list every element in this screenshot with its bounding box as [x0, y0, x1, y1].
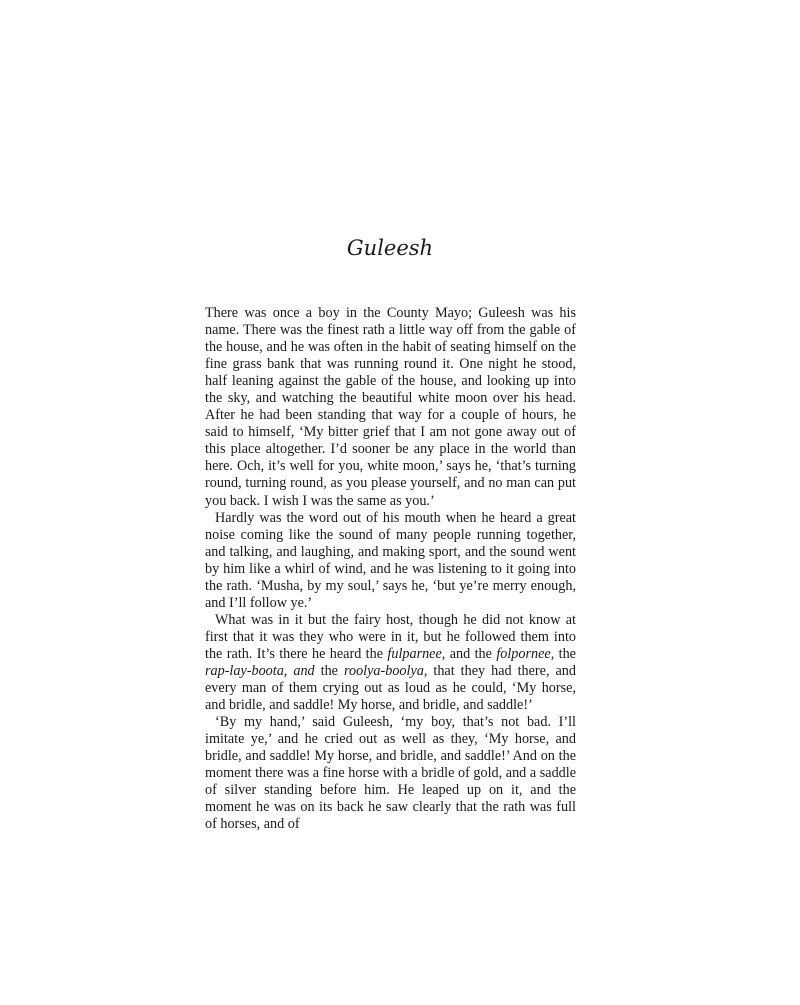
chapter-body — [205, 305, 576, 833]
paragraph — [205, 714, 576, 833]
paragraph — [205, 612, 576, 714]
text-run: , the — [550, 645, 576, 662]
text-run: the — [314, 662, 344, 679]
text-run: , that they had there, and every man of them crying out as loud as he could, ‘My horse, and bridle, and saddle! My horse, and bridle, and saddle!’ — [205, 662, 576, 714]
text-run: , and the — [441, 645, 497, 662]
text-run: There was once a boy in the County Mayo; Guleesh was his name. There was the finest rath a little way off from the gable of the house, and he was often in the habit of seating himself on the fine grass bank that was running round it. One night he stood, half leaning against the gable of the house, and looking up into the sky, and watching the beautiful white moon over his head. After he had been standing that way for a couple of hours, he said to himself, ‘My bitter grief that I am not gone away out of this place altogether. I’d sooner be any place in the world than here. Och, it’s well for you, white moon,’ says he, ‘that’s turning round, turning round, as you please yourself, and no man can put you back. I wish I was the same as you.’ — [205, 305, 576, 509]
italic-term: fulparnee — [387, 645, 442, 662]
text-run: ‘By my hand,’ said Guleesh, ‘my boy, that’s not bad. I’ll imitate ye,’ and he cried out as well as they, ‘My horse, and bridle, and saddle! My horse, and bridle, and saddle!’ And on the moment there was a fine horse with a bridle of gold, and a saddle of silver standing before him. He leaped up on it, and the moment he was on its back he saw clearly that the rath was full of horses, and of — [205, 714, 576, 833]
text-run: Hardly was the word out of his mouth when he heard a great noise coming like the sound of many people running together, and talking, and laughing, and making sport, and the sound went by him like a whirl of wind, and he was listening to it going into the rath. ‘Musha, by my soul,’ says he, ‘but ye’re merry enough, and I’ll follow ye.’ — [205, 509, 576, 611]
paragraph — [205, 510, 576, 612]
paragraph — [205, 305, 576, 510]
italic-term: folpornee — [496, 645, 551, 662]
text-run: What was in it but the fairy host, though he did not know at first that it was they who were in it, but he followed them into the rath. It’s there he heard the — [205, 611, 576, 662]
italic-term: rap-lay-boota, and — [205, 662, 315, 679]
chapter-title: Guleesh — [346, 236, 434, 260]
italic-term: roolya-boolya — [343, 662, 424, 679]
